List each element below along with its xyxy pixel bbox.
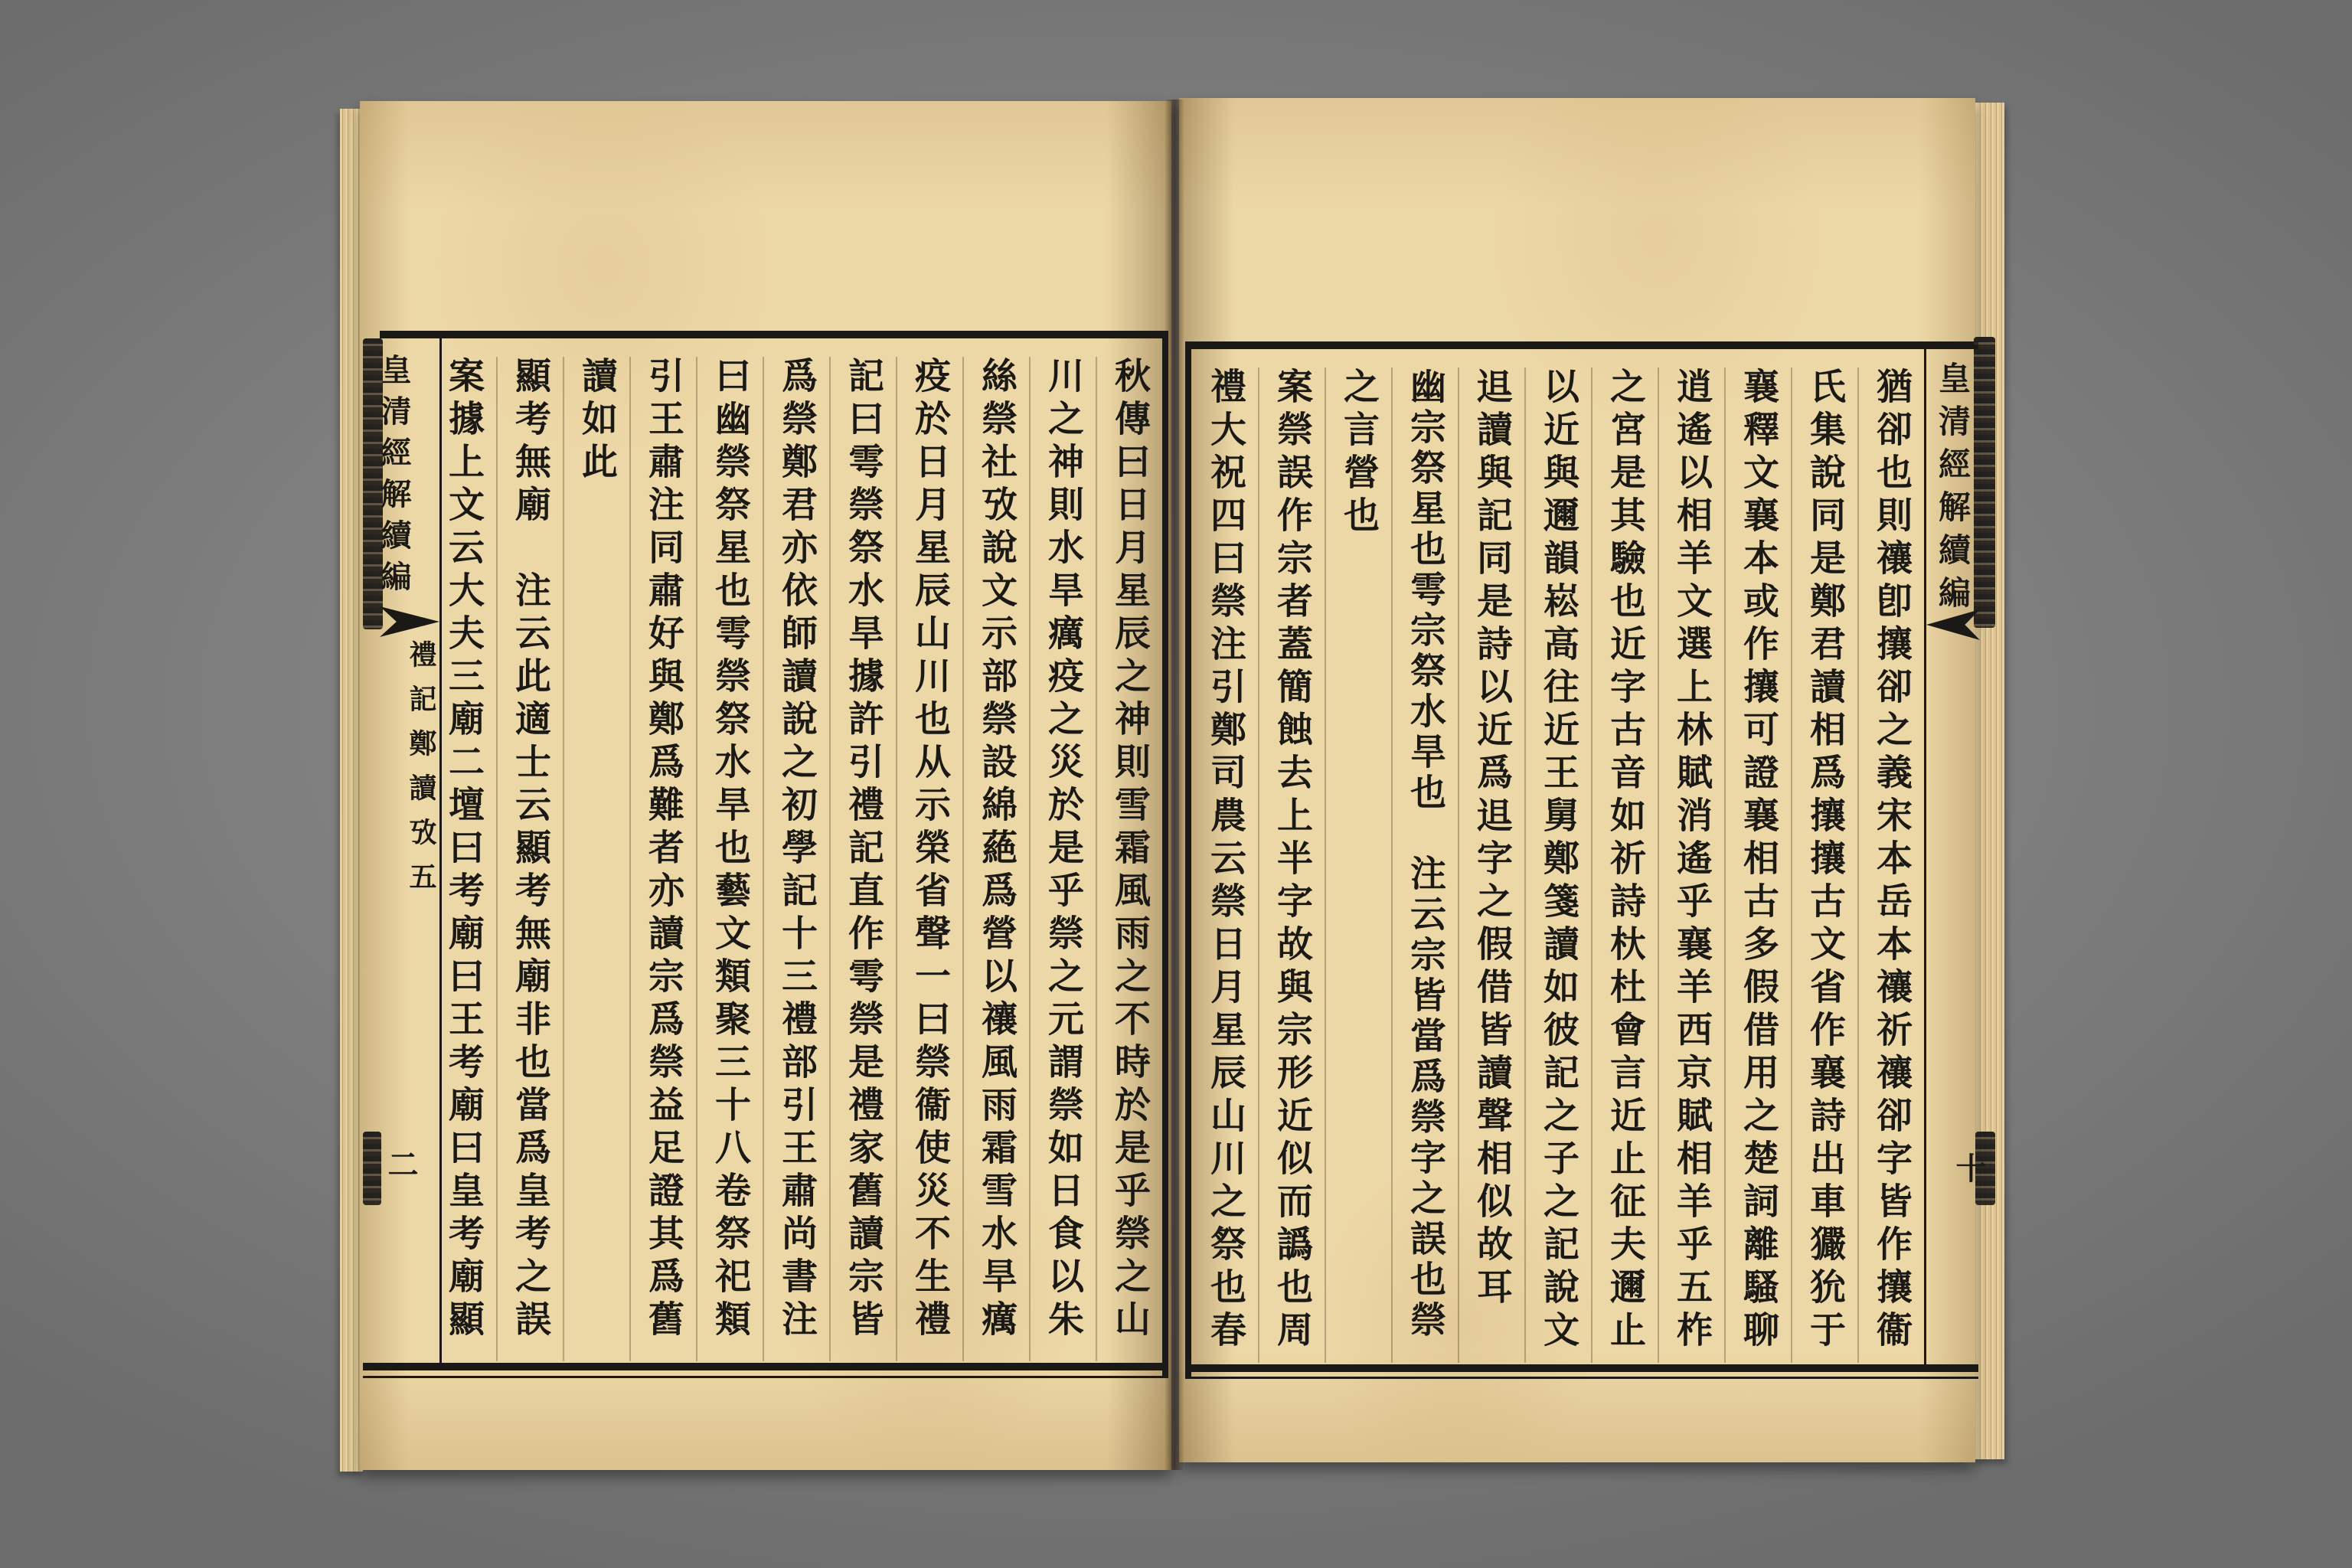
- left-page-column-5: 記曰雩禜祭水旱據許引禮記直作雩禜是禮家舊讀宗皆: [829, 357, 896, 1361]
- right-black-mouth-mark: [1974, 337, 1995, 628]
- right-page-column-4: 逍遙以相羊文選上林賦消遙乎襄羊西京賦相羊乎五柞: [1658, 368, 1724, 1363]
- right-page-stack-edge: [1972, 103, 2004, 1459]
- left-page-column-11: 案據上文云大夫三廟二壇曰考廟曰王考廟曰皇考廟顯: [443, 357, 485, 1343]
- right-frame-bottom-rule: [1185, 1364, 1978, 1372]
- left-page-column-1: 秋傳曰日月星辰之神則雪霜風雨之不時於是乎禜之山: [1096, 357, 1162, 1361]
- right-banner-title: 皇清經解續編: [1934, 361, 1971, 619]
- left-page-column-9: 讀如此: [563, 357, 629, 1361]
- right-page-column-5: 之宮是其驗也近字古音如祈詩杕杜會言近止征夫邇止: [1591, 368, 1658, 1363]
- left-frame-bottom-thin-rule: [363, 1376, 1168, 1378]
- left-page-column-2: 川之神則水旱癘疫之災於是乎禜之元謂禜如日食以朱: [1029, 357, 1096, 1361]
- right-page-column-1: 猶卻也則禳卽攘卻之義宋本岳本禳祈禳卻字皆作攘衞: [1857, 368, 1924, 1363]
- right-page-column-2: 氏集說同是鄭君讀相爲攘攘古文省作襄詩出車玁狁于: [1791, 368, 1857, 1363]
- left-banner-folio: 二: [383, 1148, 419, 1179]
- right-page-column-11: 禮大祝四曰禜注引鄭司農云禜日月星辰山川之祭也春: [1204, 368, 1246, 1354]
- left-banner-section: 禮記鄭讀攷五: [405, 640, 437, 906]
- left-page-column-6: 爲禜鄭君亦依師讀說之初學記十三禮部引王肅尚書注: [763, 357, 829, 1361]
- right-page-column-7: 䢐讀與記同是詩以近爲䢐字之假借皆讀聲相似故耳: [1458, 368, 1524, 1363]
- right-page-column-9: 之言營也: [1325, 368, 1391, 1363]
- left-page-column-3: 絲禜社攷說文示部禜設綿蕝爲營以禳風雨霜雪水旱癘: [962, 357, 1029, 1361]
- left-page-column-8: 引王肅注同肅好與鄭爲難者亦讀宗爲禜益足證其爲舊: [629, 357, 696, 1361]
- right-frame-bottom-thin-rule: [1185, 1377, 1978, 1379]
- right-frame-side-rule: [1185, 341, 1191, 1379]
- right-page-column-10: 案禜誤作宗者蓋簡蝕去上半字故與宗形近似而譌也周: [1258, 368, 1325, 1363]
- right-page-column-6: 以近與邇韻崧高往近王舅鄭箋讀如彼記之子之記說文: [1524, 368, 1591, 1363]
- left-frame-side-rule: [1162, 331, 1168, 1378]
- left-frame-bottom-rule: [363, 1363, 1168, 1370]
- right-page-column-3: 襄釋文襄本或作攘可證襄相古多假借用之楚詞離騷聊: [1724, 368, 1791, 1363]
- left-page-column-7: 曰幽禜祭星也雩禜祭水旱也藝文類聚三十八卷祭祀類: [696, 357, 763, 1361]
- left-page-column-4: 疫於日月星辰山川也从示榮省聲一曰禜衞使災不生禮: [896, 357, 962, 1361]
- left-folio-ink-band: [363, 1132, 381, 1205]
- right-frame-top-rule: [1185, 341, 1978, 349]
- right-page-column-8: 幽宗祭星也雩宗祭水旱也 注云宗皆當爲禜字之誤也禜: [1391, 368, 1458, 1363]
- right-banner-border-line: [1924, 349, 1926, 1364]
- left-banner-title: 皇清經解續編: [376, 354, 412, 602]
- left-page-column-10: 顯考無廟 注云此適士云顯考無廟非也當爲皇考之誤: [496, 357, 563, 1361]
- right-banner-folio: 十: [1951, 1152, 1987, 1183]
- left-frame-top-rule: [380, 331, 1168, 338]
